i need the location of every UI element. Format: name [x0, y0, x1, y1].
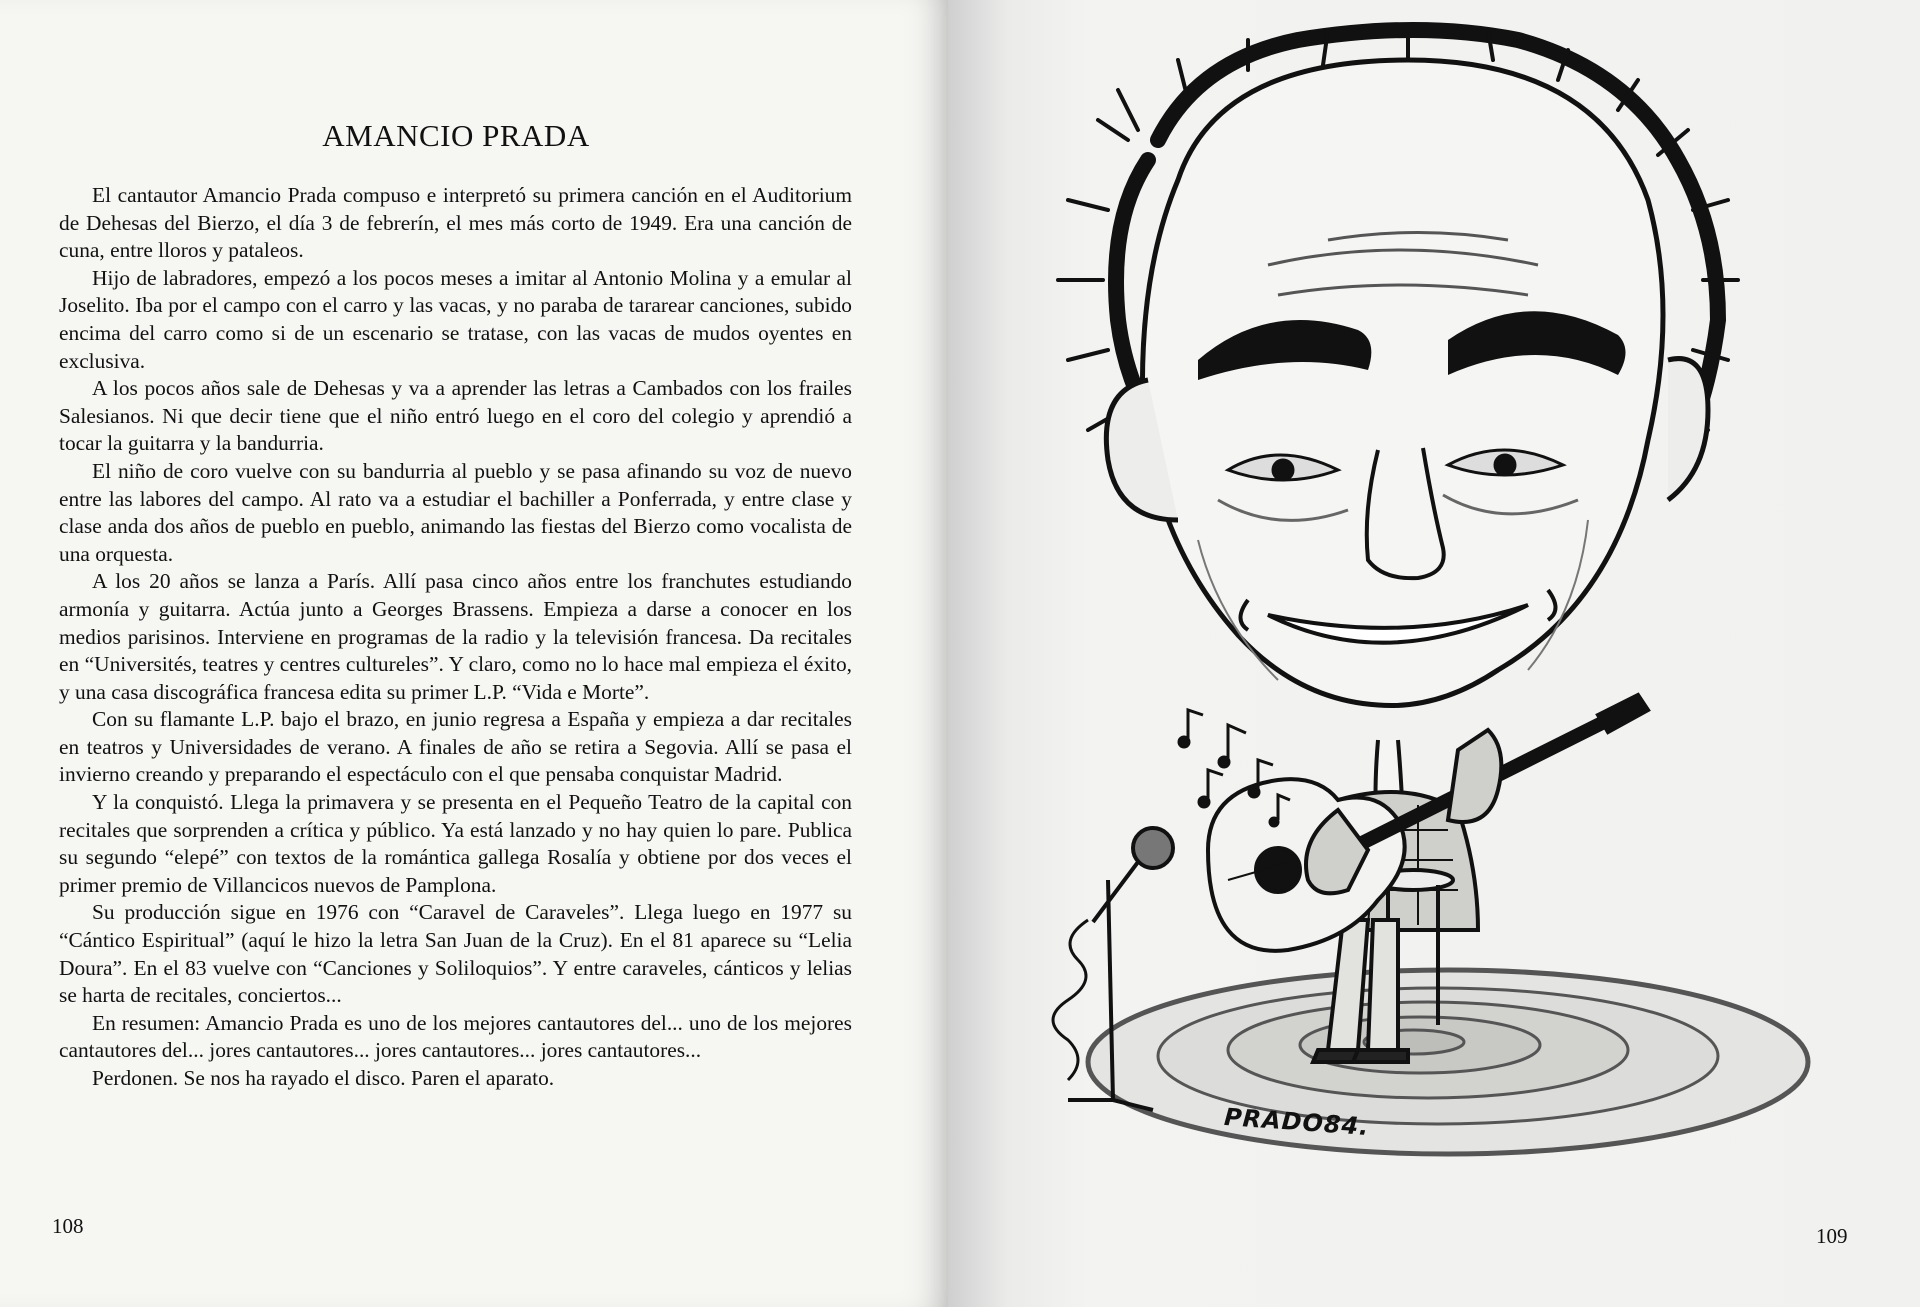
paragraph: En resumen: Amancio Prada es uno de los mejores cantautores del... uno de los mejores cantautores del... jores cantautores... jores cantautores... jores cantautores...: [59, 1010, 852, 1063]
page-number: 109: [1816, 1224, 1848, 1248]
record-rings: [1088, 970, 1808, 1154]
caricature-illustration: [948, 0, 1920, 1307]
paragraph: Y la conquistó. Llega la primavera y se presenta en el Pequeño Teatro de la capital con recitales que sorprenden a crítica y público. Ya está lanzado y no hay quien lo pare. Publica su segundo “elepé” con textos de la romántica gallega Rosalía y obtiene por dos veces el primer premio de Villancicos nuevos de Pamplona.: [59, 790, 852, 897]
left-page: [0, 0, 948, 1307]
paragraph: El niño de coro vuelve con su bandurria al pueblo y se pasa afinando su voz de nuevo entre las labores del campo. Al rato va a estudiar el bachiller a Ponferrada, y entre clase y clase anda dos años de pueblo en pueblo, animando las fiestas del Bierzo como vocalista de una orquesta.: [59, 458, 852, 566]
paragraph: Hijo de labradores, empezó a los pocos meses a imitar al Antonio Molina y a emular al Joselito. Iba por el campo con el carro y las vacas, y no paraba de tararear canciones, subido encima del carro como si de un escenario se tratase, con las vacas de mudos oyentes en exclusiva.: [59, 265, 852, 373]
article-body: [59, 182, 852, 1093]
paragraph: Con su flamante L.P. bajo el brazo, en junio regresa a España y empieza a dar recitales en teatros y Universidades de verano. A finales de año se retira a Segovia. Allí se pasa el invierno creando y preparando el espectáculo con el que pensaba conquistar Madrid.: [59, 707, 852, 787]
head: [1106, 60, 1708, 706]
paragraph: A los 20 años se lanza a París. Allí pasa cinco años entre los franchutes estudiando armonía y guitarra. Actúa junto a Georges Brassens. Empieza a darse a conocer en los medios parisinos. Interviene en programas de la radio y la televisión francesa. Da recitales en “Universités, teatres y centres cultureles”. Y claro, como no lo hace mal empieza el éxito, y una casa discográfica francesa edita su primer L.P. “Vida e Morte”.: [59, 569, 852, 704]
page-title: AMANCIO PRADA: [322, 118, 590, 153]
paragraph: Su producción sigue en 1976 con “Caravel de Caraveles”. Llega luego en 1977 su “Cántico Espiritual” (aquí le hizo la letra San Juan de la Cruz). En el 81 aparece su “Lelia Doura”. En el 83 vuelve con “Canciones y Soliloquios”. Y entre caraveles, cánticos y lelias se harta de recitales, conciertos...: [59, 900, 852, 1008]
page-number: 108: [52, 1214, 84, 1238]
right-page: [948, 0, 1920, 1307]
artist-signature: PRADO84.: [1223, 1102, 1371, 1142]
paragraph: El cantautor Amancio Prada compuso e interpretó su primera canción en el Auditorium de Dehesas del Bierzo, el día 3 de febrerín, el mes más corto de 1949. Era una canción de cuna, entre lloros y pataleos.: [59, 183, 852, 263]
paragraph: Perdonen. Se nos ha rayado el disco. Paren el aparato.: [92, 1066, 555, 1090]
paragraph: A los pocos años sale de Dehesas y va a aprender las letras a Cambados con los frailes Salesianos. Ni que decir tiene que el niño entró luego en el coro del colegio y aprendió a tocar la guitarra y la bandurria.: [59, 376, 852, 456]
